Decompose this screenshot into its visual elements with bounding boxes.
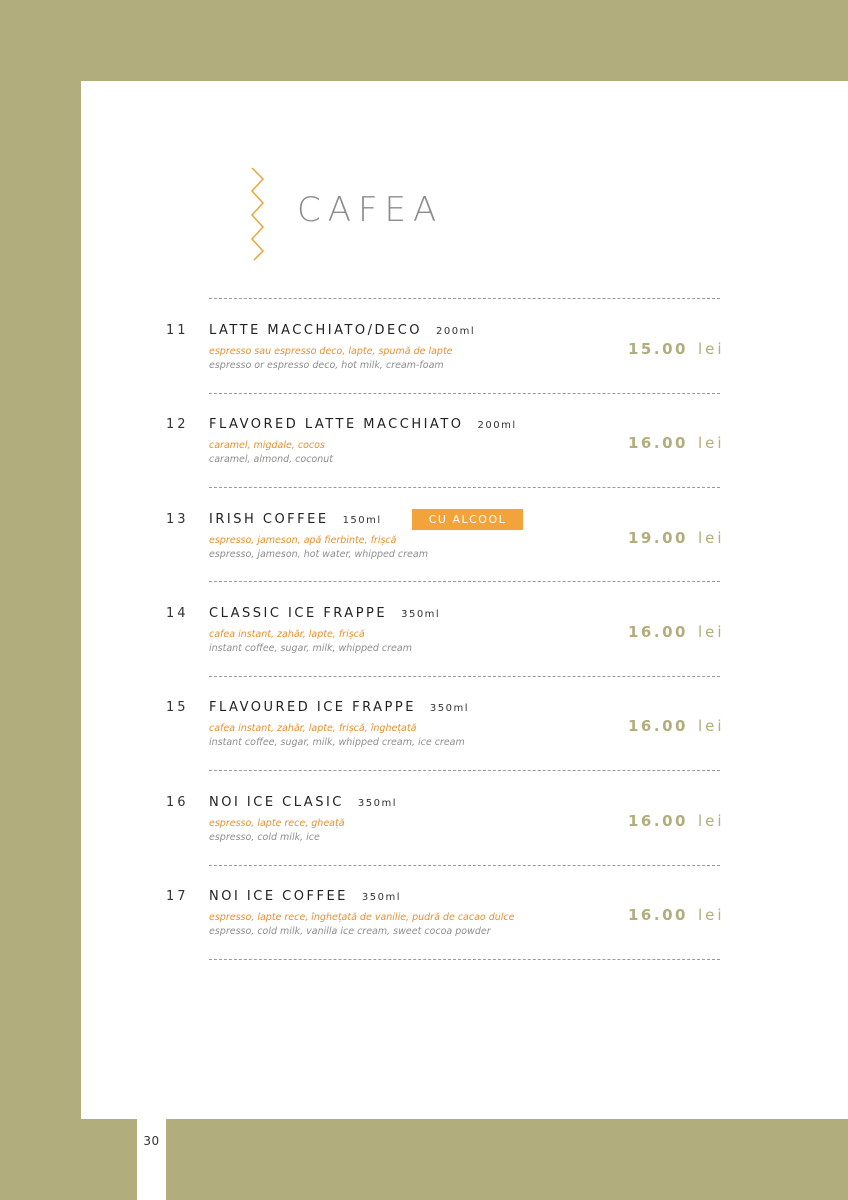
item-currency: lei [698, 340, 725, 358]
item-description-en: espresso, jameson, hot water, whipped cream [209, 549, 428, 560]
item-number: 17 [166, 889, 189, 904]
page-number-tab [137, 1119, 166, 1200]
menu-item [0, 323, 848, 403]
menu-item [0, 417, 848, 497]
item-description-ro: espresso, lapte rece, gheață [209, 818, 345, 829]
divider [209, 581, 720, 582]
item-name: FLAVOURED ICE FRAPPE 350ml [209, 700, 470, 715]
item-volume: 150ml [342, 515, 382, 526]
item-description-ro: espresso, lapte rece, înghețată de vanilie, pudră de cacao dulce [209, 912, 515, 923]
menu-item [0, 700, 848, 780]
item-name: IRISH COFFEE 150ml [209, 512, 382, 527]
divider [209, 865, 720, 866]
item-number: 14 [166, 606, 189, 621]
menu-item [0, 889, 848, 969]
item-currency: lei [698, 906, 725, 924]
item-price: 16.00 [628, 434, 688, 452]
item-number: 15 [166, 700, 189, 715]
item-price: 16.00 [628, 812, 688, 830]
item-volume: 200ml [477, 420, 517, 431]
item-description-en: espresso or espresso deco, hot milk, cream-foam [209, 360, 444, 371]
item-description-en: espresso, cold milk, vanilla ice cream, sweet cocoa powder [209, 926, 491, 937]
item-price: 15.00 [628, 340, 688, 358]
item-volume: 350ml [429, 703, 470, 714]
item-description-en: instant coffee, sugar, milk, whipped cream [209, 643, 412, 654]
menu-item [0, 606, 848, 686]
zigzag-ornament-icon [250, 167, 266, 261]
item-price: 16.00 [628, 623, 688, 641]
item-price: 19.00 [628, 529, 688, 547]
divider [209, 676, 720, 677]
item-volume: 350ml [361, 892, 401, 903]
item-name: FLAVORED LATTE MACCHIATO 200ml [209, 417, 517, 432]
item-description-ro: espresso sau espresso deco, lapte, spumă de lapte [209, 346, 453, 357]
item-number: 13 [166, 512, 189, 527]
item-number: 11 [166, 323, 189, 338]
item-description-ro: caramel, migdale, cocos [209, 440, 325, 451]
item-currency: lei [698, 623, 725, 641]
item-description-en: caramel, almond, coconut [209, 454, 334, 465]
item-description-en: espresso, cold milk, ice [209, 832, 320, 843]
divider [209, 959, 720, 960]
page-number: 30 [143, 1134, 160, 1148]
item-description-ro: cafea instant, zahăr, lapte, frișcă [209, 629, 365, 640]
divider [209, 298, 720, 299]
item-number: 12 [166, 417, 189, 432]
divider [209, 770, 720, 771]
divider [209, 393, 720, 394]
menu-item [0, 795, 848, 875]
item-name: NOI ICE CLASIC 350ml [209, 795, 397, 810]
item-currency: lei [698, 529, 725, 547]
item-volume: 350ml [357, 798, 397, 809]
item-volume: 200ml [436, 326, 476, 337]
item-currency: lei [698, 434, 725, 452]
divider [209, 487, 720, 488]
section-title: CAFEA [297, 190, 444, 230]
item-description-ro: espresso, jameson, apă fierbinte, frișcă [209, 535, 397, 546]
item-price: 16.00 [628, 717, 688, 735]
item-name: LATTE MACCHIATO/DECO 200ml [209, 323, 476, 338]
item-number: 16 [166, 795, 189, 810]
alcohol-badge: CU ALCOOL [412, 509, 523, 530]
item-currency: lei [698, 717, 725, 735]
item-volume: 350ml [401, 609, 441, 620]
item-name: CLASSIC ICE FRAPPE 350ml [209, 606, 441, 621]
menu-item [0, 512, 848, 592]
item-name: NOI ICE COFFEE 350ml [209, 889, 401, 904]
item-description-ro: cafea instant, zahăr, lapte, frișcă, înghețată [209, 723, 417, 734]
item-description-en: instant coffee, sugar, milk, whipped cream, ice cream [209, 737, 465, 748]
item-currency: lei [698, 812, 725, 830]
item-price: 16.00 [628, 906, 688, 924]
